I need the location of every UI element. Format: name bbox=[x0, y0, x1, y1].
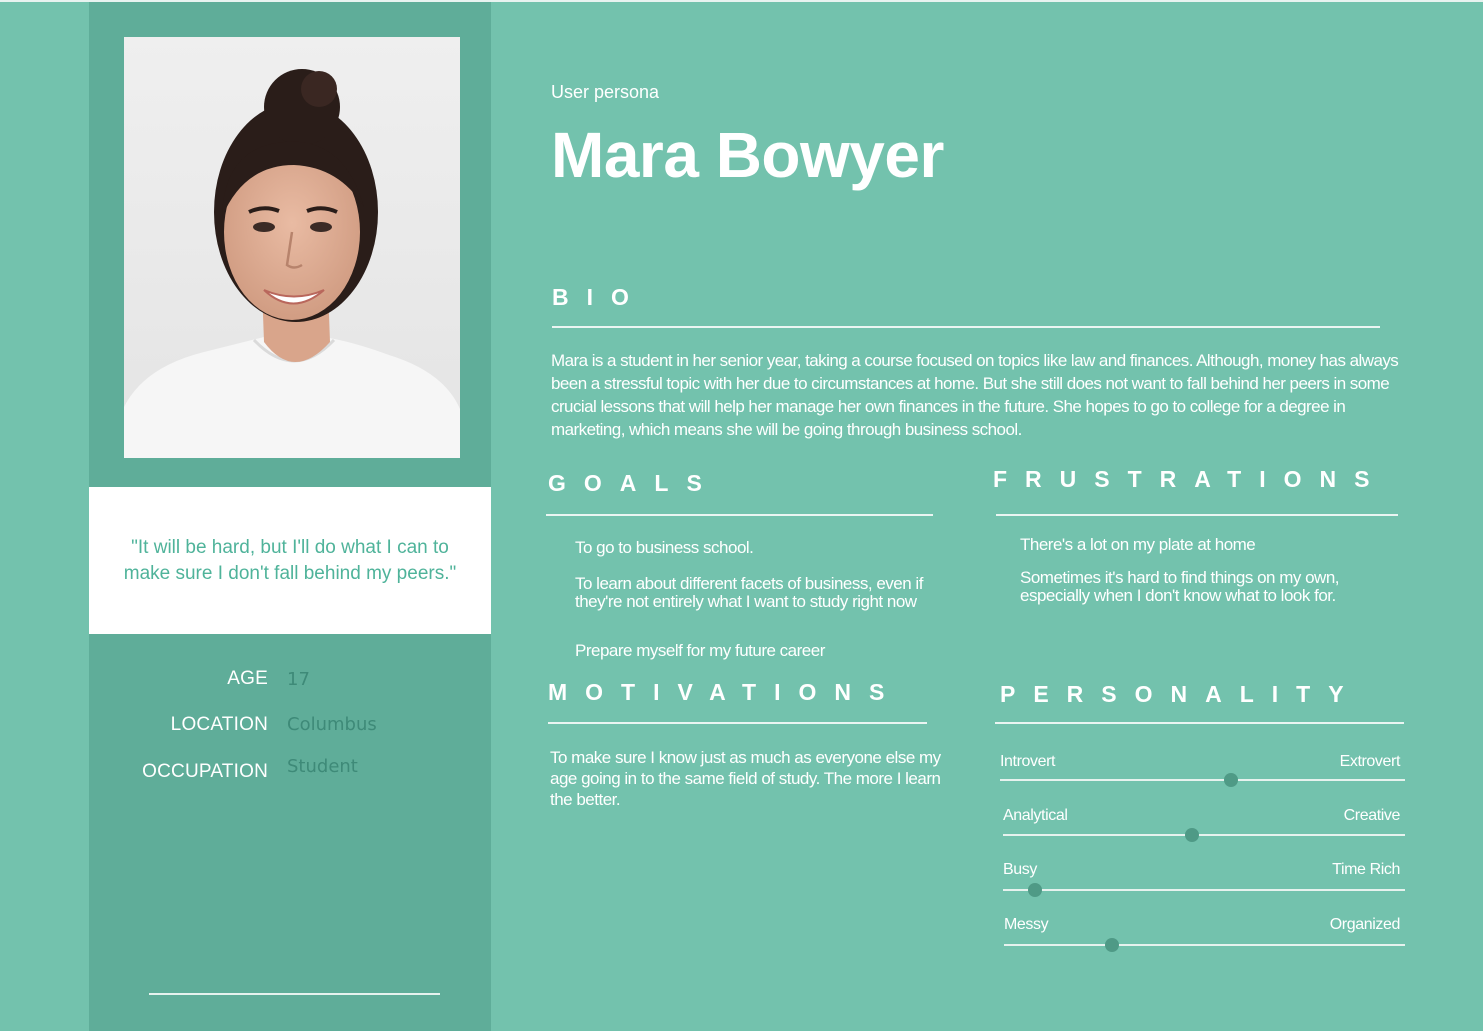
slider-label-right: Time Rich bbox=[1332, 861, 1400, 878]
bio-heading: BIO bbox=[552, 284, 647, 310]
slider-label-left: Messy bbox=[1004, 916, 1049, 933]
personality-divider bbox=[995, 722, 1404, 724]
goals-heading: GOALS bbox=[548, 470, 720, 496]
frustrations-heading: FRUSTRATIONS bbox=[993, 466, 1388, 492]
slider-knob[interactable] bbox=[1185, 828, 1199, 842]
goal-item: Prepare myself for my future career bbox=[575, 641, 825, 660]
frustration-item: There's a lot on my plate at home bbox=[1020, 535, 1256, 554]
goal-item: To learn about different facets of business, even if they're not entirely what I want to study right now bbox=[575, 574, 923, 611]
motivations-divider bbox=[548, 722, 927, 724]
age-value: 17 bbox=[287, 669, 310, 690]
slider-label-left: Analytical bbox=[1003, 807, 1068, 824]
slider-label-right: Extrovert bbox=[1339, 753, 1400, 770]
slider-knob[interactable] bbox=[1028, 883, 1042, 897]
goals-divider bbox=[546, 514, 933, 516]
persona-name: Mara Bowyer bbox=[551, 119, 944, 191]
location-value: Columbus bbox=[287, 714, 377, 735]
slider-label-right: Organized bbox=[1329, 916, 1400, 933]
slider-knob[interactable] bbox=[1105, 938, 1119, 952]
age-label: AGE bbox=[227, 668, 268, 689]
slider-track[interactable] bbox=[1003, 889, 1405, 891]
bio-divider bbox=[552, 326, 1380, 328]
slider-track[interactable] bbox=[1000, 779, 1405, 781]
slider-track[interactable] bbox=[1003, 834, 1405, 836]
frustration-item: Sometimes it's hard to find things on my own, especially when I don't know what to look for. bbox=[1020, 568, 1340, 605]
goal-item: To go to business school. bbox=[575, 538, 754, 557]
persona-quote: "It will be hard, but I'll do what I can to make sure I don't fall behind my peers." bbox=[123, 536, 457, 584]
occupation-value: Student bbox=[287, 756, 358, 777]
slider-label-left: Introvert bbox=[1000, 753, 1056, 770]
quote-card bbox=[89, 487, 491, 634]
motivations-heading: MOTIVATIONS bbox=[548, 679, 903, 705]
motivations-text: To make sure I know just as much as everyone else my age going in to the same field of study. The more I learn the better. bbox=[550, 748, 941, 809]
slider-label-right: Creative bbox=[1343, 807, 1400, 824]
slider-knob[interactable] bbox=[1224, 773, 1238, 787]
bio-text: Mara is a student in her senior year, taking a course focused on topics like law and finances. Although, money has always been a stressful topic with her due to circumstances at home. But she still does not want to fall behind her peers in some crucial lessons that will help her manage her own finances in the future. She hopes to go to college for a degree in marketing, which means she will be going through business school. bbox=[551, 351, 1399, 439]
occupation-label: OCCUPATION bbox=[142, 761, 268, 782]
slider-label-left: Busy bbox=[1003, 861, 1037, 878]
personality-heading: PERSONALITY bbox=[1000, 681, 1362, 707]
slider-track[interactable] bbox=[1004, 944, 1405, 946]
persona-eyebrow: User persona bbox=[551, 82, 660, 102]
location-label: LOCATION bbox=[170, 714, 268, 735]
persona-photo bbox=[124, 37, 460, 458]
sidebar-divider bbox=[149, 993, 440, 995]
frustrations-divider bbox=[996, 514, 1398, 516]
